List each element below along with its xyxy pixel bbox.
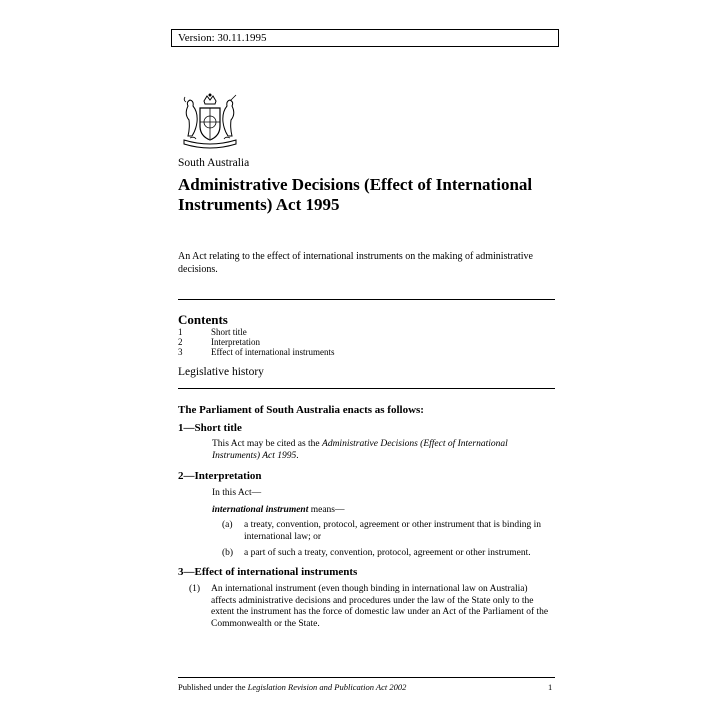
jurisdiction: South Australia [178,157,250,169]
toc-item[interactable] [178,327,335,337]
version-box [171,29,559,47]
definition [212,505,345,517]
section-heading: 2—Interpretation [178,470,262,482]
section-1-text [212,439,532,462]
subsection-label: (1) [189,584,201,594]
paragraph-label: (a) [222,520,233,530]
table-of-contents [178,327,335,357]
contents-heading: Contents [178,312,228,327]
paragraph [222,520,554,543]
divider [178,299,555,300]
paragraph-text: a part of such a treaty, convention, protocol, agreement or other instrument. [244,548,531,558]
section-heading: 1—Short title [178,422,242,434]
subsection [189,584,555,630]
paragraph [222,548,554,560]
defined-term: international instrument [212,505,309,515]
version-label: Version: 30.11.1995 [178,32,267,44]
section-text: . [296,450,299,461]
toc-item[interactable] [178,337,335,347]
toc-item-label: Interpretation [211,337,260,347]
act-title: Administrative Decisions (Effect of International Instruments) Act 1995 [178,175,533,214]
toc-item-label: Effect of international instruments [211,347,335,357]
toc-item-number: 1 [178,327,183,337]
long-title: An Act relating to the effect of international instruments on the making of administrative decisions. [178,251,533,275]
footer-text: Published under the [178,682,248,692]
divider [178,388,555,389]
footer-divider [178,677,555,678]
section-text: This Act may be cited as the [212,439,323,449]
enacting-formula: The Parliament of South Australia enacts as follows: [178,404,424,416]
definition-text: means— [308,505,345,515]
footer-publication-note [178,682,406,692]
toc-item-number: 2 [178,337,183,347]
toc-item-label: Short title [211,327,247,337]
legislative-history-link[interactable]: Legislative history [178,366,264,378]
section-text: In this Act— [212,488,262,498]
paragraph-text: a treaty, convention, protocol, agreement or other instrument that is binding in international law; or [244,520,541,542]
toc-item-number: 3 [178,347,183,357]
coat-of-arms-icon [180,92,240,152]
section-heading: 3—Effect of international instruments [178,566,358,578]
paragraph-label: (b) [222,548,234,558]
footer-act-citation: Legislation Revision and Publication Act 2002 [247,682,407,692]
act-citation: Administrative Decisions (Effect of International Instruments) Act 1995 [212,439,508,461]
page-number: 1 [548,682,553,692]
toc-item[interactable] [178,347,335,357]
subsection-text: An international instrument (even though binding in international law on Australia) affects administrative decisions and procedures under the law of the State only to the extent the instrument has the force of domestic law under an Act of the Parliament of the Commonwealth or the State. [211,584,549,629]
